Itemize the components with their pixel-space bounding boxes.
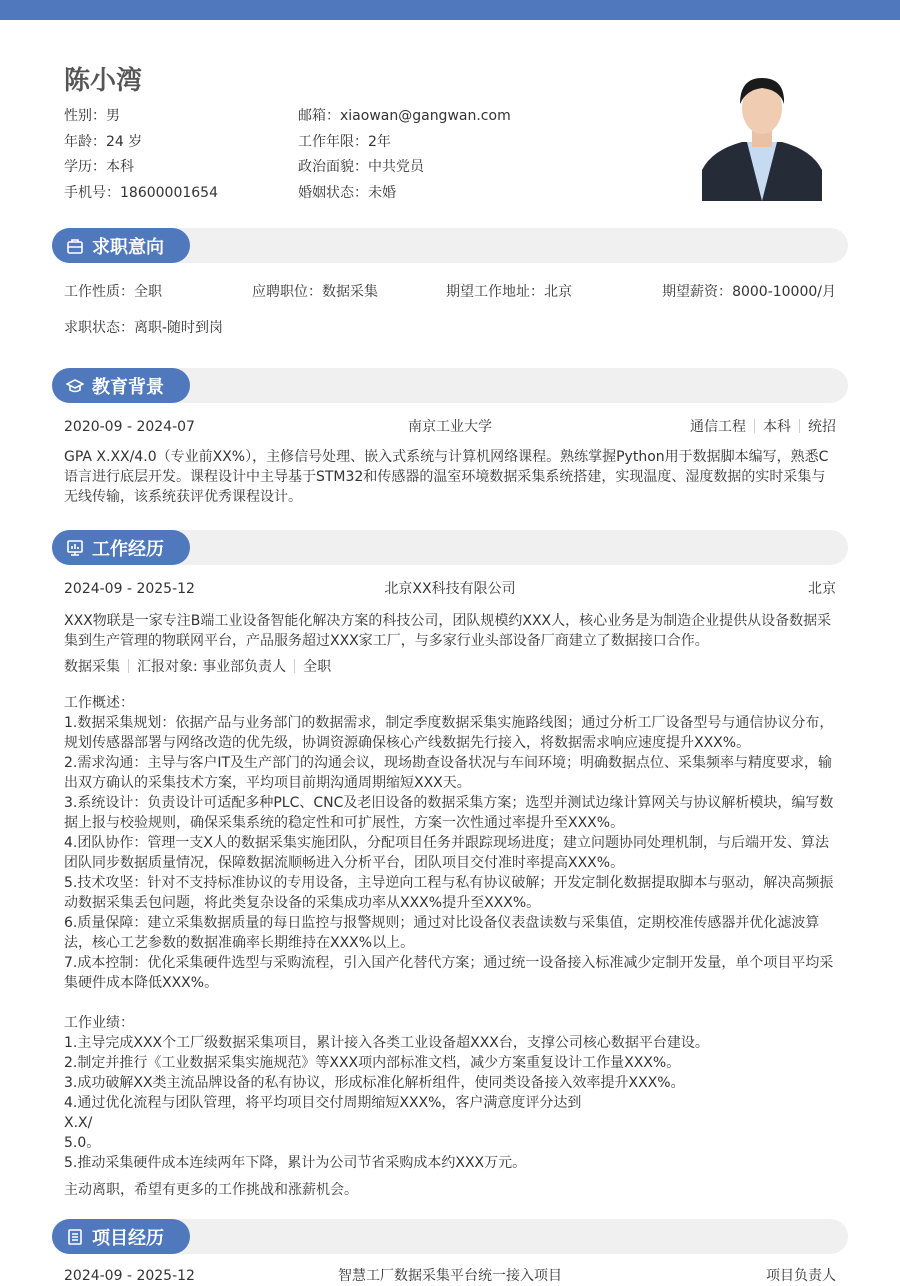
result-item: 3.成功破解XX类主流品牌设备的私有协议，形成标准化解析组件，使同类设备接入效率提升XXX%。 [64,1075,685,1091]
age-value: 24 岁 [106,133,143,150]
results-title: 工作业绩： [64,1015,134,1031]
education-period: 2020-09 - 2024-07 [64,419,195,435]
result-item: 4.通过优化流程与团队管理，将平均项目交付周期缩短XXX%，客户满意度评分达到 [64,1095,582,1111]
email-value: xiaowan@gangwan.com [340,108,511,124]
experience-label: 工作年限： [298,133,368,150]
profile-photo [702,70,822,201]
work-tag: 数据采集 [64,659,120,675]
project-name: 智慧工厂数据采集平台统一接入项目 [338,1268,562,1284]
result-item: X.X/ [64,1115,93,1131]
location-label: 期望工作地址： [446,284,544,300]
divider [294,659,295,673]
school-name: 南京工业大学 [408,419,492,435]
age-label: 年龄： [64,133,106,150]
work-tag: 汇报对象: 事业部负责人 [137,659,287,675]
section-title: 教育背景 [92,376,164,398]
section-header-education [52,368,848,403]
salary-value: 8000-10000/月 [732,284,836,300]
salary-label: 期望薪资： [662,284,733,300]
position-label: 应聘职位： [252,284,322,300]
position-value: 数据采集 [322,284,378,300]
monitor-icon [66,539,84,557]
graduation-cap-icon [66,377,84,395]
project-role: 项目负责人 [766,1268,836,1284]
section-header-job-intent [52,228,848,263]
divider [128,659,129,673]
divider [799,419,800,433]
overview-item: 6.质量保障：建立采集数据质量的每日监控与报警规则；通过对比设备仪表盘读数与采集值，定期校准传感器并优化滤波算法，核心工艺参数的数据准确率长期维持在XXX%以上。 [64,915,820,951]
phone-label: 手机号： [64,184,120,201]
leave-reason: 主动离职，希望有更多的工作挑战和涨薪机会。 [64,1182,358,1198]
result-item: 2.制定并推行《工业数据采集实施规范》等XXX项内部标准文档，减少方案重复设计工作量XXX%。 [64,1055,681,1071]
gender-label: 性别： [64,108,106,124]
political-value: 中共党员 [368,159,424,175]
education-value: 本科 [106,159,134,175]
basic-info [64,104,664,206]
marital-label: 婚姻状态： [298,184,368,201]
major: 通信工程 [690,419,746,435]
education-label: 学历： [64,159,106,175]
overview-item: 2.需求沟通：主导与客户IT及生产部门的沟通会议，现场勘查设备状况与车间环境；明确数据点位、采集频率与精度要求，输出双方确认的采集技术方案，平均项目前期沟通周期缩短XXX天。 [64,755,833,791]
email-label: 邮箱： [298,108,340,124]
enrollment-type: 统招 [808,419,836,435]
result-item: 5.0。 [64,1135,101,1151]
location-value: 北京 [544,284,572,300]
result-item: 5.推动采集硬件成本连续两年下降，累计为公司节省采购成本约XXX万元。 [64,1155,527,1171]
section-title: 求职意向 [92,236,164,258]
education-entry [64,417,836,507]
job-intent [64,282,836,338]
overview-item: 1.数据采集规划：依据产品与业务部门的数据需求，制定季度数据采集实施路线图；通过分析工厂设备型号与通信协议分布，规划传感器部署与网络改造的优先级，协调资源确保核心产线数据先行接入，将数据需求响应速度提升XXX%。 [64,715,834,751]
section-header-project [52,1219,848,1254]
overview-item: 5.技术攻坚：针对不支持标准协议的专用设备，主导逆向工程与私有协议破解；开发定制化数据提取脚本与驱动，解决高频振动数据采集丢包问题，将此类复杂设备的采集成功率从XXX%提升至XXX%。 [64,875,834,911]
experience-value: 2年 [368,133,391,150]
status-label: 求职状态： [64,320,134,336]
work-city: 北京 [808,581,836,597]
status-value: 离职-随时到岗 [134,320,224,336]
job-type-label: 工作性质： [64,284,134,300]
company-name: 北京XX科技有限公司 [384,581,516,597]
work-tag: 全职 [303,659,332,675]
political-label: 政治面貌： [298,159,368,175]
work-period: 2024-09 - 2025-12 [64,581,195,597]
section-title: 项目经历 [92,1227,164,1249]
result-item: 1.主导完成XXX个工厂级数据采集项目，累计接入各类工业设备超XXX台，支撑公司核心数据平台建设。 [64,1035,709,1051]
project-period: 2024-09 - 2025-12 [64,1268,195,1284]
gender-value: 男 [106,108,120,124]
top-accent-bar [0,0,900,20]
section-header-work [52,530,848,565]
education-description: GPA X.XX/4.0（专业前XX%），主修信号处理、嵌入式系统与计算机网络课程。熟练掌握Python用于数据脚本编写，熟悉C语言进行底层开发。课程设计中主导基于STM32和传感器的温室环境数据采集系统搭建，实现温度、湿度数据的实时采集与无线传输，该系统获评优秀课程设计。 [64,449,829,505]
candidate-name: 陈小湾 [64,66,143,96]
work-entry [64,579,836,1200]
overview-item: 4.团队协作：管理一支X人的数据采集实施团队，分配项目任务并跟踪现场进度；建立问题协同处理机制，与后端开发、算法团队同步数据质量情况，保障数据流顺畅进入分析平台，团队项目交付准时率提高XXX%。 [64,835,829,871]
section-title: 工作经历 [92,538,164,560]
project-entry [64,1266,836,1286]
job-type-value: 全职 [134,284,162,300]
overview-title: 工作概述： [64,695,134,711]
document-list-icon [66,1228,84,1246]
marital-value: 未婚 [368,184,396,201]
divider [754,419,755,433]
overview-item: 7.成本控制：优化采集硬件选型与采购流程，引入国产化替代方案；通过统一设备接入标准减少定制开发量，单个项目平均采集硬件成本降低XXX%。 [64,955,834,991]
degree: 本科 [763,419,791,435]
briefcase-icon [66,237,84,255]
overview-item: 3.系统设计：负责设计可适配多种PLC、CNC及老旧设备的数据采集方案；选型并测试边缘计算网关与协议解析模块，编写数据上报与校验规则，确保采集系统的稳定性和可扩展性，方案一次性通过率提升至XXX%。 [64,795,834,831]
phone-value: 18600001654 [120,184,218,201]
company-description: XXX物联是一家专注B端工业设备智能化解决方案的科技公司，团队规模约XXX人，核心业务是为制造企业提供从设备数据采集到生产管理的物联网平台，产品服务超过XXX家工厂，与多家行业头部设备厂商建立了数据接口合作。 [64,613,832,649]
